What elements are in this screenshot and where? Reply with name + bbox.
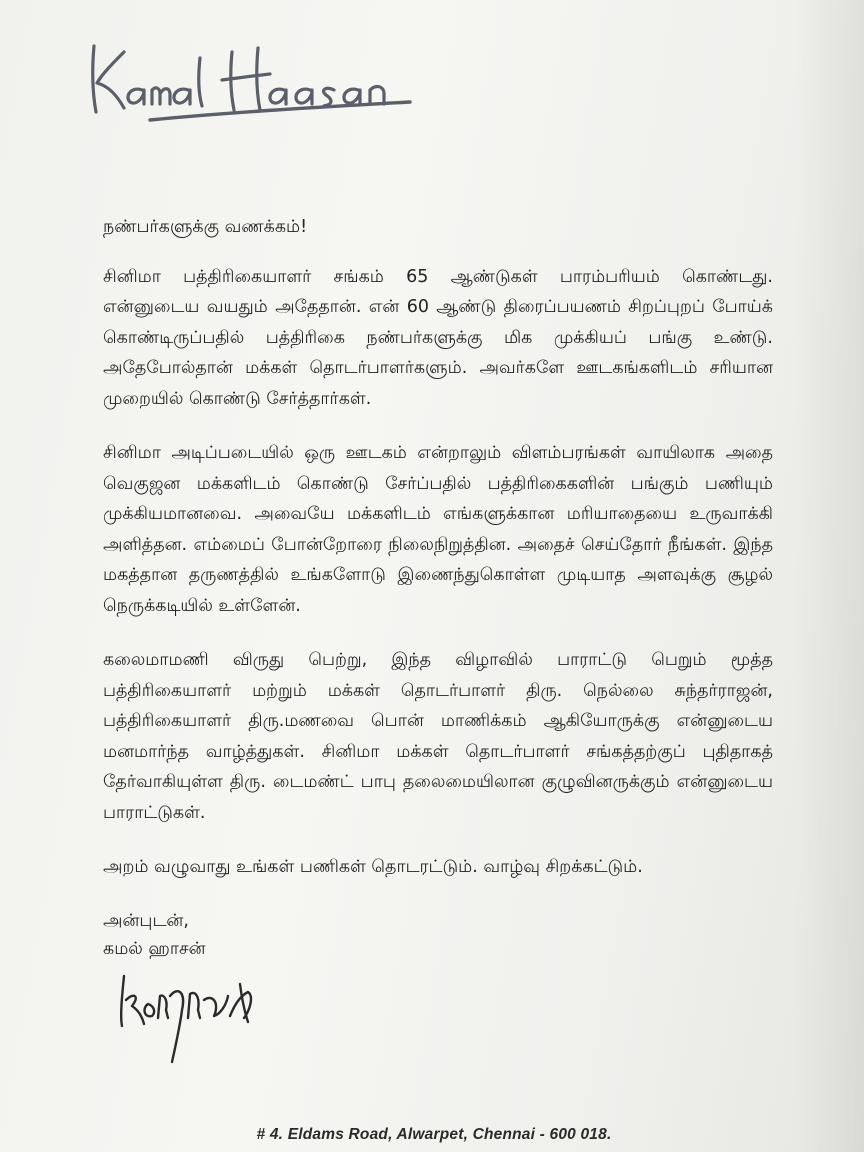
closing-phrase: அன்புடன், xyxy=(103,910,189,931)
salutation: நண்பர்களுக்கு வணக்கம்! xyxy=(103,217,308,237)
page-shadow xyxy=(794,0,864,1152)
letterhead-script-signature xyxy=(80,28,440,128)
letter-body xyxy=(103,212,773,963)
paragraph-4: அறம் வழுவாது உங்கள் பணிகள் தொடரட்டும். வாழ்வு சிறக்கட்டும். xyxy=(103,857,643,877)
paragraph-1: சினிமா பத்திரிகையாளர் சங்கம் 65 ஆண்டுகள் பாரம்பரியம் கொண்டது. என்னுடைய வயதும் அதேதான். என் 60 ஆண்டு திரைப்பயணம் சிறப்புறப் போய்க் கொண்டிருப்பதில் பத்திரிகை நண்பர்களுக்கு மிக முக்கியப் பங்கு உண்டு. அதேபோல்தான் மக்கள் தொடர்பாளர்களும். அவர்களே ஊடகங்களிடம் சரியான முறையில் கொண்டு சேர்த்தார்கள். xyxy=(103,266,773,409)
paragraph-3: கலைமாமணி விருது பெற்று, இந்த விழாவில் பாராட்டு பெறும் மூத்த பத்திரிகையாளர் மற்றும் மக்கள் தொடர்பாளர் திரு. நெல்லை சுந்தர்ராஜன், பத்திரிகையாளர் திரு.மணவை பொன் மாணிக்கம் ஆகியோருக்கு என்னுடைய மனமார்ந்த வாழ்த்துகள். சினிமா மக்கள் தொடர்பாளர் சங்கத்தற்குப் புதிதாகத் தேர்வாகியுள்ள திரு. டைமண்ட் பாபு தலைமையிலான குழுவினருக்கும் என்னுடைய பாராட்டுகள். xyxy=(103,650,773,823)
letterhead-logo xyxy=(80,28,440,128)
closing-block xyxy=(103,907,773,963)
footer-address: # 4. Eldams Road, Alwarpet, Chennai - 600 018. xyxy=(256,1126,612,1143)
handwritten-signature xyxy=(108,966,268,1066)
paragraph-2: சினிமா அடிப்படையில் ஒரு ஊடகம் என்றாலும் விளம்பரங்கள் வாயிலாக அதை வெகுஜன மக்களிடம் கொண்டு சேர்ப்பதில் பத்திரிகைகளின் பங்கும் பணியும் முக்கியமானவை. அவையே மக்களிடம் எங்களுக்கான மரியாதையை உருவாக்கி அளித்தன. எம்மைப் போன்றோரை நிலைநிறுத்தின. அதைச் செய்தோர் நீங்கள். இந்த மகத்தான தருணத்தில் உங்களோடு இணைந்துகொள்ள முடியாத அளவுக்கு சூழல் நெருக்கடியில் உள்ளேன். xyxy=(103,443,773,616)
signatory-name: கமல் ஹாசன் xyxy=(103,938,206,959)
